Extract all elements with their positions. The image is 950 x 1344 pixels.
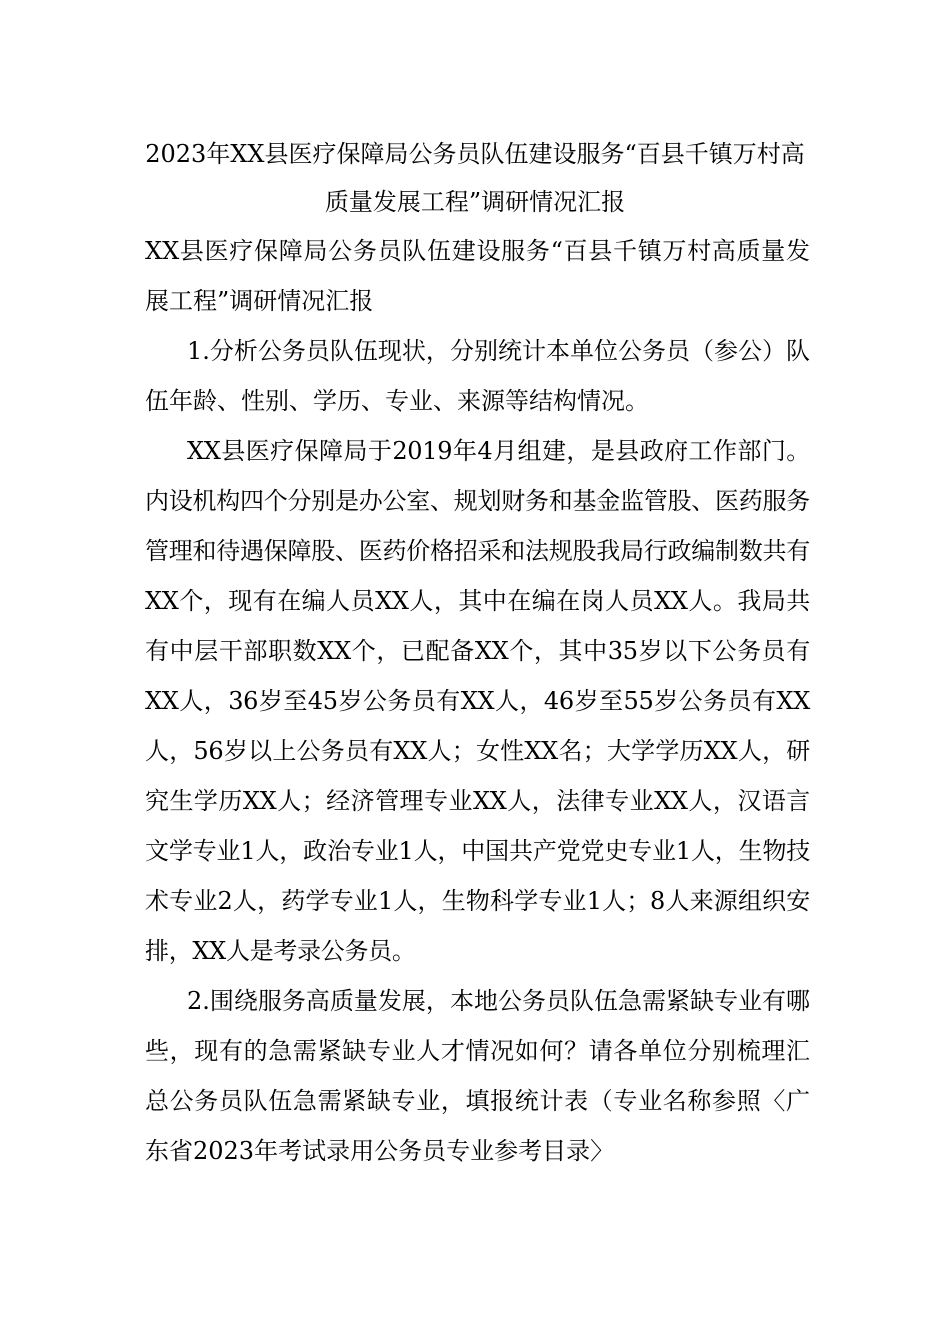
paragraph-question-1: 1.分析公务员队伍现状，分别统计本单位公务员（参公）队伍年龄、性别、学历、专业、来源等结构情况。: [145, 337, 810, 415]
document-subtitle: XX县医疗保障局公务员队伍建设服务“百县千镇万村高质量发展工程”调研情况汇报: [145, 237, 810, 315]
document-body: [145, 226, 810, 1176]
paragraph-question-2: 2.围绕服务高质量发展，本地公务员队伍急需紧缺专业有哪些，现有的急需紧缺专业人才情况如何？请各单位分别梳理汇总公务员队伍急需紧缺专业，填报统计表（专业名称参照〈广东省2023年考试录用公务员专业参考目录〉: [145, 987, 810, 1165]
document-title: 2023年XX县医疗保障局公务员队伍建设服务“百县千镇万村高质量发展工程”调研情况汇报: [145, 140, 805, 216]
paragraph-current-status: XX县医疗保障局于2019年4月组建，是县政府工作部门。内设机构四个分别是办公室、规划财务和基金监管股、医药服务管理和待遇保障股、医药价格招采和法规股我局行政编制数共有XX个，现有在编人员XX人，其中在编在岗人员XX人。我局共有中层干部职数XX个，已配备XX个，其中35岁以下公务员有XX人，36岁至45岁公务员有XX人，46岁至55岁公务员有XX人，56岁以上公务员有XX人；女性XX名；大学学历XX人，研究生学历XX人；经济管理专业XX人，法律专业XX人，汉语言文学专业1人，政治专业1人，中国共产党党史专业1人，生物技术专业2人，药学专业1人，生物科学专业1人；8人来源组织安排，XX人是考录公务员。: [145, 437, 810, 965]
